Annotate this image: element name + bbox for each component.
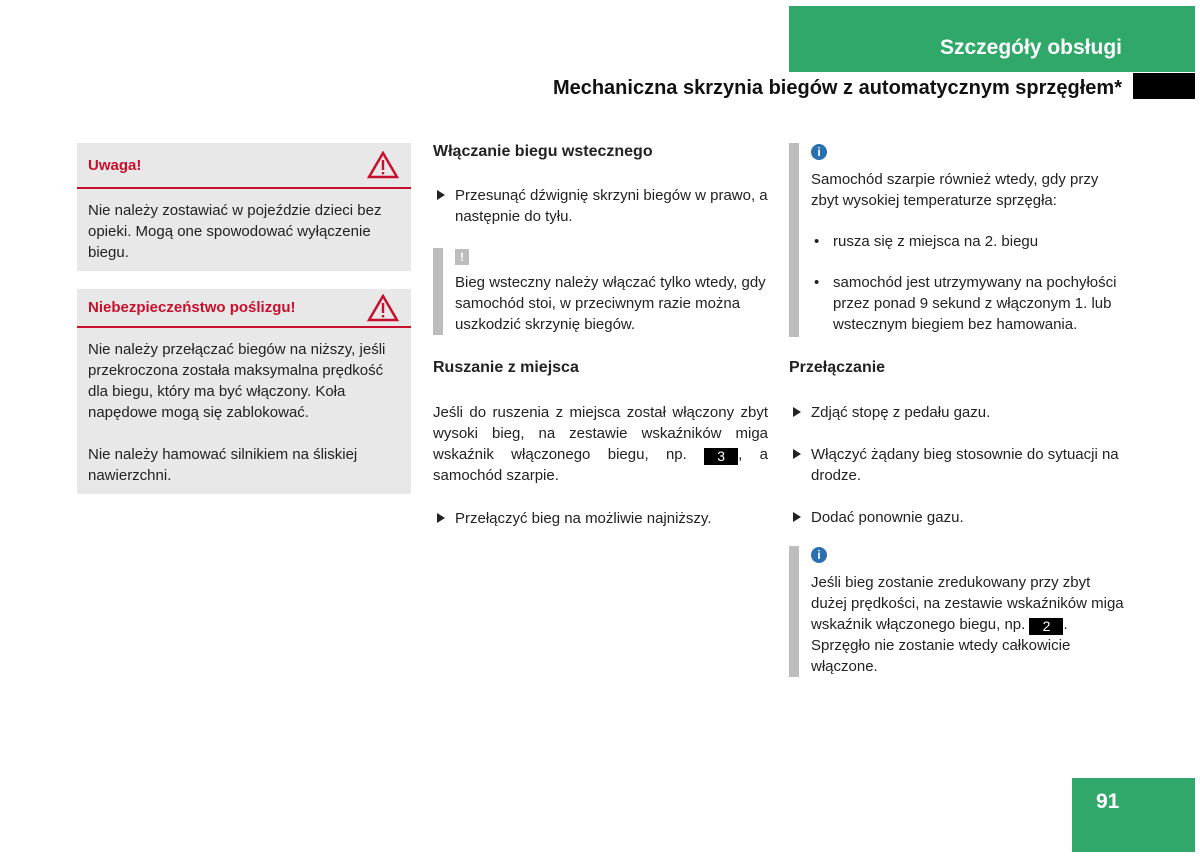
gear-indicator: 2 [1029, 618, 1063, 635]
page-number: 91 [1096, 790, 1120, 813]
section-title: Szczegóły obsługi [939, 36, 1122, 59]
step: Przełączyć bieg na możliwie najniższy. [433, 508, 768, 529]
danger-title: Niebezpieczeństwo poślizgu! [88, 299, 296, 316]
danger-text: Nie należy przełączać biegów na niższy, jeśli przekroczona została maksymalna prędkość dla biegu, który ma być włączony. Koła napędowe mogą się zablokować. [88, 341, 386, 421]
text: Jeśli do ruszenia z miejsca został włączony zbyt wysoki bieg, na zestawie wskaźników miga wskaźnik włączonego biegu, np. [433, 404, 768, 463]
warning-triangle-icon [367, 294, 399, 322]
page-number-tab [1072, 778, 1195, 852]
gear-indicator: 3 [704, 448, 738, 465]
caution-note [433, 248, 768, 335]
warning-text: Nie należy zostawiać w pojeździe dzieci bez opieki. Mogą one spowodować wyłączenie biegu. [88, 202, 382, 261]
exclamation-icon: ! [455, 249, 469, 265]
info-text: Samochód szarpie również wtedy, gdy przy zbyt wysokiej temperaturze sprzęgła: [811, 171, 1099, 209]
heading-reverse: Włączanie biegu wstecznego [433, 143, 653, 160]
right-column [789, 143, 1129, 677]
warning-title: Uwaga! [88, 156, 142, 174]
step: Włączyć żądany bieg stosownie do sytuacji na drodze. [789, 444, 1129, 486]
info-note [789, 143, 1129, 337]
warning-triangle-icon [367, 151, 399, 179]
danger-box [77, 289, 411, 494]
note-text: Bieg wsteczny należy włączać tylko wtedy, gdy samochód stoi, w przeciwnym razie można uszkodzić skrzynię biegów. [455, 274, 766, 333]
info-icon: i [811, 144, 827, 160]
bullet: • rusza się z miejsca na 2. biegu [811, 231, 1129, 252]
info-text [811, 572, 1129, 677]
text: Jeśli bieg zostanie zredukowany przy zbyt dużej prędkości, na zestawie wskaźników miga wskaźnik włączonego biegu, np. [811, 574, 1124, 633]
step: Przesunąć dźwignię skrzyni biegów w prawo, a następnie do tyłu. [433, 185, 768, 227]
heading-starting: Ruszanie z miejsca [433, 359, 579, 376]
bullet: • samochód jest utrzymywany na pochyłości przez ponad 9 sekund z włączonym 1. lub wstecznym biegiem bez hamowania. [811, 272, 1129, 337]
info-icon: i [811, 547, 827, 563]
middle-column [433, 143, 768, 529]
black-marker [1133, 73, 1195, 99]
page-title: Mechaniczna skrzynia biegów z automatycznym sprzęgłem* [552, 77, 1122, 99]
paragraph [433, 402, 768, 486]
warning-box [77, 143, 411, 271]
section-tab [789, 6, 1195, 72]
text: . Sprzęgło nie zostanie wtedy całkowicie włączone. [811, 616, 1071, 675]
step: Zdjąć stopę z pedału gazu. [789, 402, 1129, 423]
danger-text: Nie należy hamować silnikiem na śliskiej nawierzchni. [88, 446, 358, 484]
text: , a samochód szarpie. [433, 446, 769, 484]
step: Dodać ponownie gazu. [789, 507, 1129, 528]
heading-shifting: Przełączanie [789, 359, 886, 376]
info-note [789, 546, 1129, 677]
